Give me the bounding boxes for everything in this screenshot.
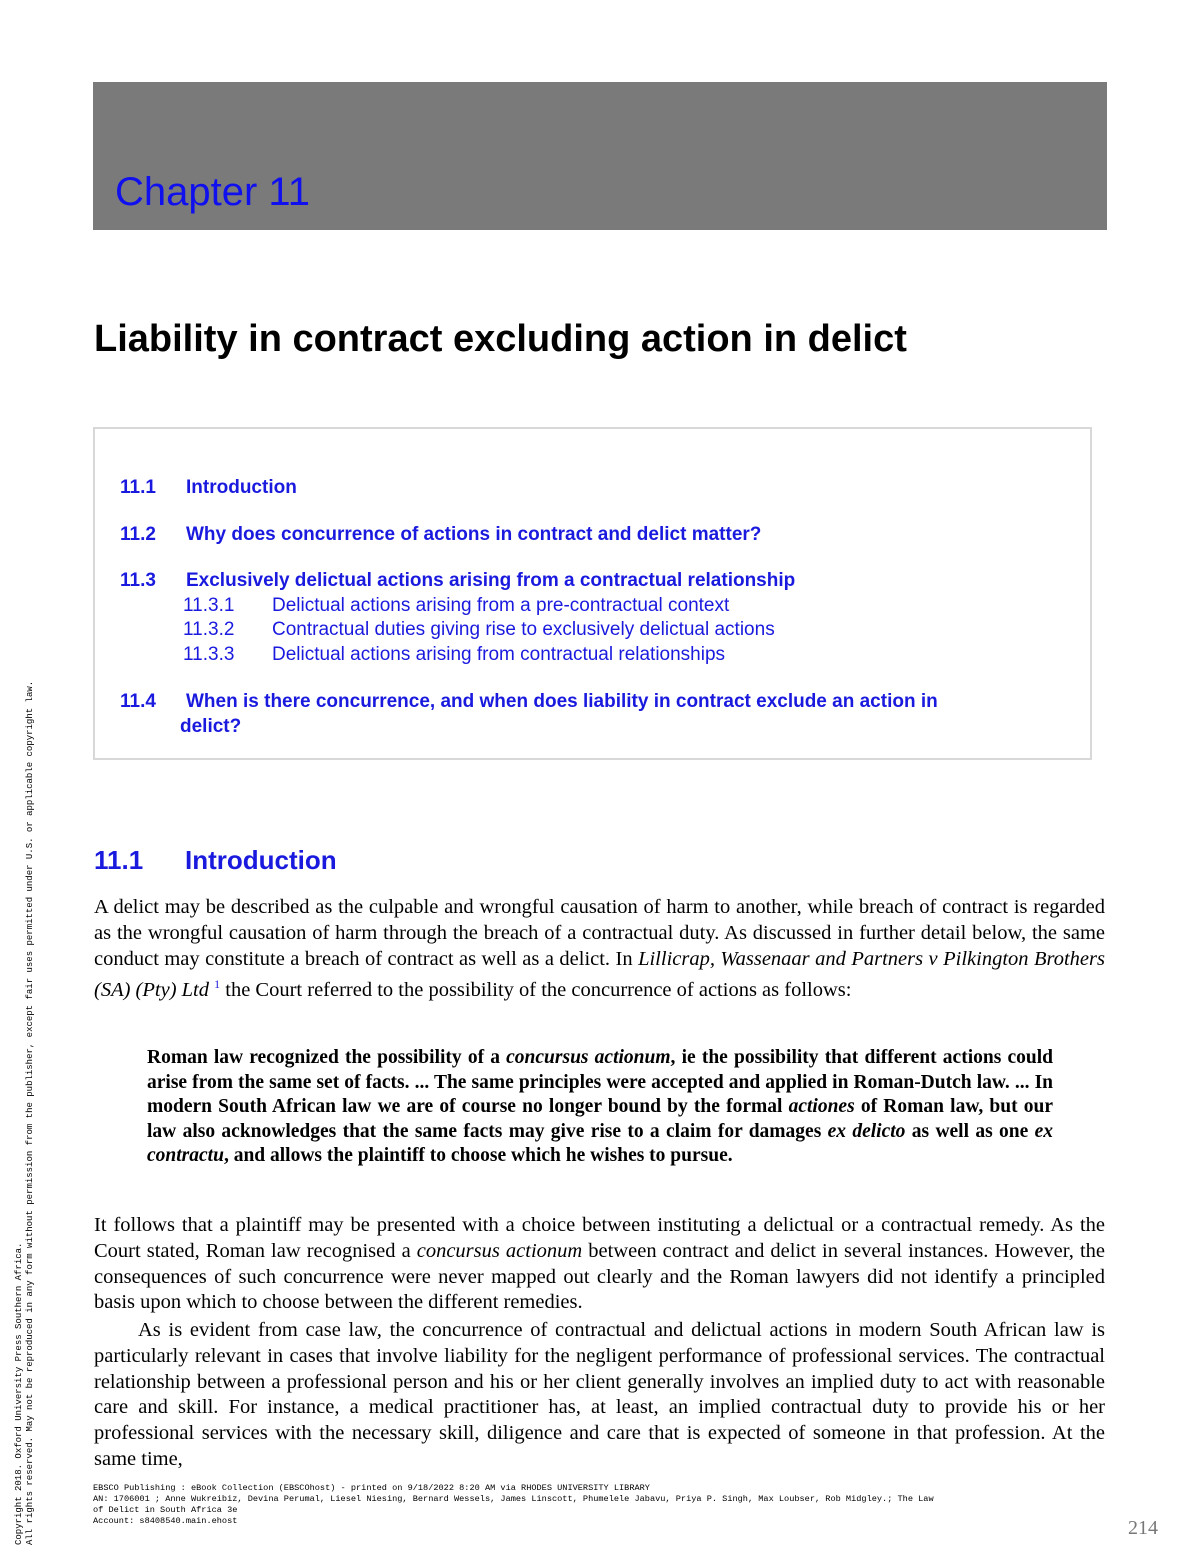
- toc-entry-number: 11.3: [120, 570, 156, 591]
- toc-entry-label: Introduction: [186, 477, 297, 498]
- section-heading: [94, 845, 337, 876]
- quote-text: , ie the possibility that different actions could arise from the same set of facts. ... The same principles were accepted and applied in Roman-Dutch law. ... In modern South African law we are of course no longer bound by the formal: [147, 1047, 1053, 1117]
- paragraph-text: between contract and delict in several instances. However, the consequences of such concurrence were never mapped out clearly and the Roman lawyers did not identify a principled basis upon which to choose between the different remedies.: [94, 1239, 1105, 1314]
- section-number: 11.1: [94, 845, 144, 875]
- footnote-ref[interactable]: 1: [214, 977, 221, 992]
- chapter-banner: [93, 82, 1107, 230]
- copyright-line: Copyright 2018. Oxford University Press Southern Africa.: [14, 1242, 24, 1545]
- quote-emphasis: ex contractu: [147, 1120, 1054, 1166]
- quote-text: of Roman law, but our law also acknowledges that the same facts may give rise to a claim for damages: [147, 1096, 1053, 1142]
- latin-term: concursus actionum: [416, 1239, 583, 1262]
- paragraph-2: [94, 1213, 1105, 1316]
- case-citation: Lillicrap, Wassenaar and Partners v Pilkington Brothers (SA) (Pty) Ltd: [94, 947, 1105, 1002]
- toc-entry-label: When is there concurrence, and when does liability in contract exclude an action in: [186, 691, 938, 712]
- quote-emphasis: ex delicto: [827, 1120, 906, 1142]
- toc-entry-number: 11.4: [120, 691, 156, 712]
- quote-text: as well as one: [905, 1120, 1035, 1142]
- toc-entry-label: Exclusively delictual actions arising from a contractual relationship: [186, 570, 796, 591]
- page-number: 214: [1128, 1517, 1158, 1539]
- toc-entry-label-continued: delict?: [180, 716, 242, 737]
- ebsco-footer: [93, 1483, 1193, 1527]
- toc-subentry-11-3-1[interactable]: [183, 595, 729, 617]
- toc-entry-number: 11.1: [120, 477, 156, 498]
- toc-subentry-number: 11.3.1: [183, 595, 235, 616]
- quote-text: , and allows the plaintiff to choose which he wishes to pursue.: [223, 1145, 733, 1166]
- paragraph-text: the Court referred to the possibility of the concurrence of actions as follows:: [220, 979, 852, 1002]
- footer-line: AN: 1706001 ; Anne Wukreibiz, Devina Perumal, Liesel Niesing, Bernard Wessels, James Linscott, Phumelele Jabavu, Priya P. Singh, Max Loubser, Rob Midgley.; The Law: [93, 1494, 934, 1504]
- toc-entry-11-4[interactable]: [120, 689, 1040, 739]
- block-quote: [147, 1046, 1053, 1169]
- quote-emphasis: actiones: [788, 1096, 855, 1117]
- toc-entry-11-1[interactable]: [120, 477, 297, 499]
- paragraph-3: As is evident from case law, the concurrence of contractual and delictual actions in modern South African law is particularly relevant in cases that involve liability for the negligent performance of professional services. The contractual relationship between a professional person and his or her client generally involves an implied duty to act with reasonable care and skill. For instance, a medical practitioner has, at least, an implied contractual duty to provide his or her professional services with the necessary skill, diligence and care that is expected of someone in that profession. At the same time,: [94, 1319, 1105, 1470]
- toc-entry-11-3[interactable]: [120, 570, 795, 592]
- quote-emphasis: concursus actionum: [506, 1047, 671, 1068]
- paragraph-text: It follows that a plaintiff may be presented with a choice between instituting a delictual or a contractual remedy. As the Court stated, Roman law recognised a: [94, 1214, 1105, 1262]
- toc-subentry-11-3-2[interactable]: [183, 619, 775, 641]
- toc-subentry-label: Delictual actions arising from a pre-contractual context: [272, 595, 730, 616]
- footer-line: of Delict in South Africa 3e: [93, 1505, 238, 1515]
- toc-subentry-label: Contractual duties giving rise to exclusively delictual actions: [272, 619, 775, 640]
- chapter-title: Liability in contract excluding action in delict: [94, 318, 907, 360]
- toc-subentry-number: 11.3.2: [183, 619, 235, 640]
- toc-subentry-label: Delictual actions arising from contractual relationships: [272, 644, 726, 665]
- quote-text: Roman law recognized the possibility of a: [147, 1047, 507, 1068]
- toc-entry-label: Why does concurrence of actions in contract and delict matter?: [186, 524, 762, 545]
- toc-subentry-11-3-3[interactable]: [183, 644, 725, 666]
- paragraph-1: [94, 895, 1105, 1004]
- toc-entry-number: 11.2: [120, 524, 156, 545]
- copyright-notice: [14, 400, 36, 1545]
- toc-entry-11-2[interactable]: [120, 524, 761, 546]
- section-title: Introduction: [185, 845, 337, 875]
- rights-line: All rights reserved. May not be reproduced in any form without permission from the publisher, except fair uses permitted under U.S. or applicable copyright law.: [25, 680, 35, 1545]
- chapter-label: Chapter 11: [115, 170, 310, 214]
- table-of-contents: [93, 427, 1092, 760]
- paragraph-text: A delict may be described as the culpable and wrongful causation of harm to another, while breach of contract is regarded as the wrongful causation of harm through the breach of a contractual duty. As discussed in further detail below, the same conduct may constitute a breach of contract as well as a delict. In: [94, 896, 1105, 970]
- toc-subentry-number: 11.3.3: [183, 644, 235, 665]
- footer-line: Account: s8408540.main.ehost: [93, 1516, 238, 1526]
- footer-line: EBSCO Publishing : eBook Collection (EBSCOhost) - printed on 9/18/2022 8:20 AM via RHODES UNIVERSITY LIBRARY: [93, 1483, 650, 1493]
